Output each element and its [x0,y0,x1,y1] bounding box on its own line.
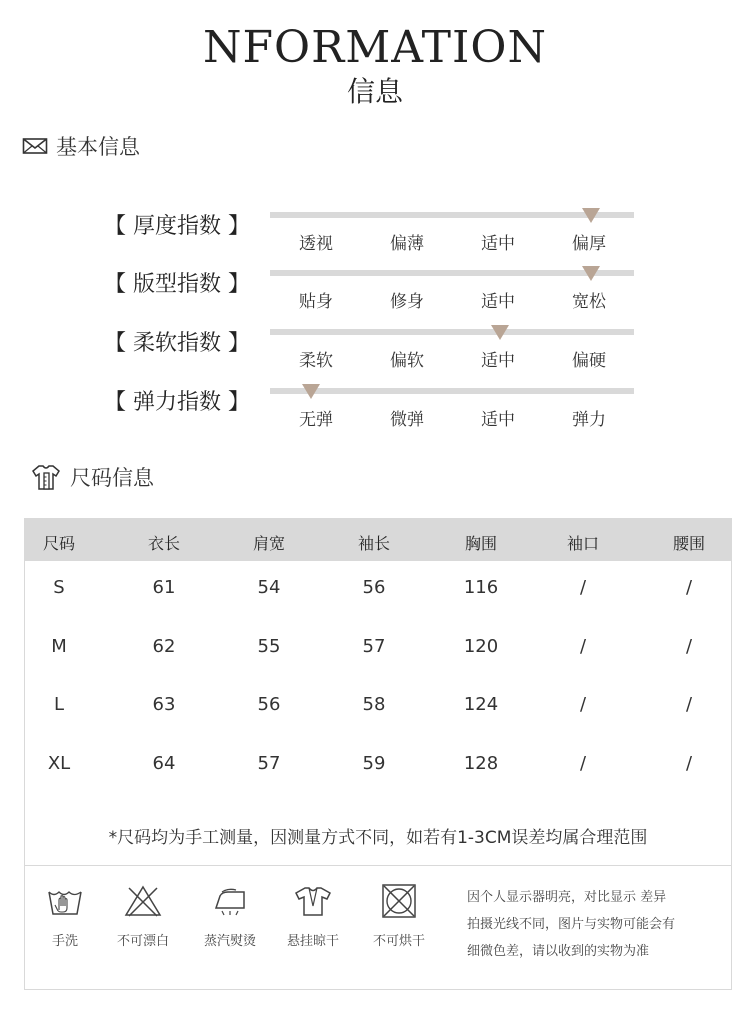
index-option: 适中 [481,234,515,254]
table-cell: 57 [257,753,281,774]
table-cell: / [685,636,693,657]
table-cell: / [579,753,587,774]
table-cell: / [579,636,587,657]
steam-iron-icon [190,884,270,918]
no-bleach-icon [103,884,183,918]
table-cell: 54 [257,577,281,598]
table-cell: 62 [152,636,176,657]
table-cell: XL [47,753,71,774]
care-section [24,866,732,990]
table-column-header: 腰围 [672,534,705,553]
index-label: 【 厚度指数 】 [104,214,250,239]
envelope-icon [22,136,48,156]
index-option: 适中 [481,292,515,312]
table-cell: 59 [362,753,386,774]
table-header [25,519,731,561]
size-info-label: 尺码信息 [70,466,154,490]
table-cell: / [579,577,587,598]
table-cell: L [53,694,65,715]
care-item-hang-dry [273,884,353,949]
table-column-header: 肩宽 [252,534,285,553]
table-cell: / [685,753,693,774]
index-option: 无弹 [299,410,333,430]
table-cell: 55 [257,636,281,657]
index-option: 偏软 [390,351,424,371]
index-option: 贴身 [299,292,333,312]
color-disclaimer [467,884,727,965]
care-item-no-tumble-dry [359,884,439,949]
index-option: 适中 [481,351,515,371]
table-cell: 116 [463,577,499,598]
index-option: 修身 [390,292,424,312]
index-option: 偏薄 [390,234,424,254]
shirt-ruler-icon [30,463,62,491]
table-column-header: 袖口 [566,534,599,553]
basic-info-label: 基本信息 [56,135,140,159]
table-column-header: 尺码 [42,534,75,553]
size-info-heading [30,462,154,492]
care-label-no-bleach: 不可漂白 [116,934,169,949]
index-label: 【 柔软指数 】 [104,331,250,356]
disclaimer-line: 因个人显示器明亮，对比显示 差异 [467,890,667,905]
size-note: *尺码均为手工测量，因测量方式不同，如若有1-3CM误差均属合理范围 [108,828,648,848]
index-option: 宽松 [572,292,606,312]
table-cell: 57 [362,636,386,657]
table-cell: / [685,577,693,598]
table-cell: 64 [152,753,176,774]
index-track [270,329,634,335]
hang-dry-icon [273,884,353,918]
table-cell: 61 [152,577,176,598]
care-label-steam-iron: 蒸汽熨烫 [203,934,256,949]
care-item-steam-iron [190,884,270,949]
care-item-no-bleach [103,884,183,949]
disclaimer-line: 细微色差，请以收到的实物为准 [467,944,650,959]
index-label: 【 版型指数 】 [104,272,250,297]
index-track [270,212,634,218]
care-label-no-tumble-dry: 不可烘干 [372,934,425,949]
index-label: 【 弹力指数 】 [104,390,250,415]
index-marker [302,384,320,399]
index-option: 微弹 [390,410,424,430]
table-cell: 63 [152,694,176,715]
table-cell: / [579,694,587,715]
care-label-hang-dry: 悬挂晾干 [286,934,339,949]
table-cell: 56 [257,694,281,715]
table-cell: S [53,577,65,598]
table-cell: 128 [463,753,499,774]
index-marker [582,266,600,281]
table-cell: 124 [463,694,499,715]
index-option: 柔软 [299,351,333,371]
index-option: 偏厚 [572,234,606,254]
page-title-en: NFORMATION [203,22,547,73]
table-column-header: 衣长 [147,534,180,553]
index-marker [491,325,509,340]
hand-wash-icon [25,884,105,918]
index-option: 偏硬 [572,351,606,371]
index-track [270,388,634,394]
index-option: 透视 [299,234,333,254]
table-column-header: 胸围 [464,534,497,553]
basic-info-heading [22,131,140,161]
index-option: 适中 [481,410,515,430]
page-title-cn: 信息 [346,75,403,108]
table-cell: M [51,636,67,657]
index-marker [582,208,600,223]
size-table [24,518,732,866]
no-tumble-dry-icon [359,884,439,918]
disclaimer-line: 拍摄光线不同，图片与实物可能会有 [467,917,676,932]
care-label-hand-wash: 手洗 [51,934,78,949]
care-item-hand-wash [25,884,105,949]
index-option: 弹力 [572,410,606,430]
table-cell: 56 [362,577,386,598]
table-cell: / [685,694,693,715]
table-column-header: 袖长 [357,534,390,553]
table-cell: 58 [362,694,386,715]
index-track [270,270,634,276]
table-cell: 120 [463,636,499,657]
